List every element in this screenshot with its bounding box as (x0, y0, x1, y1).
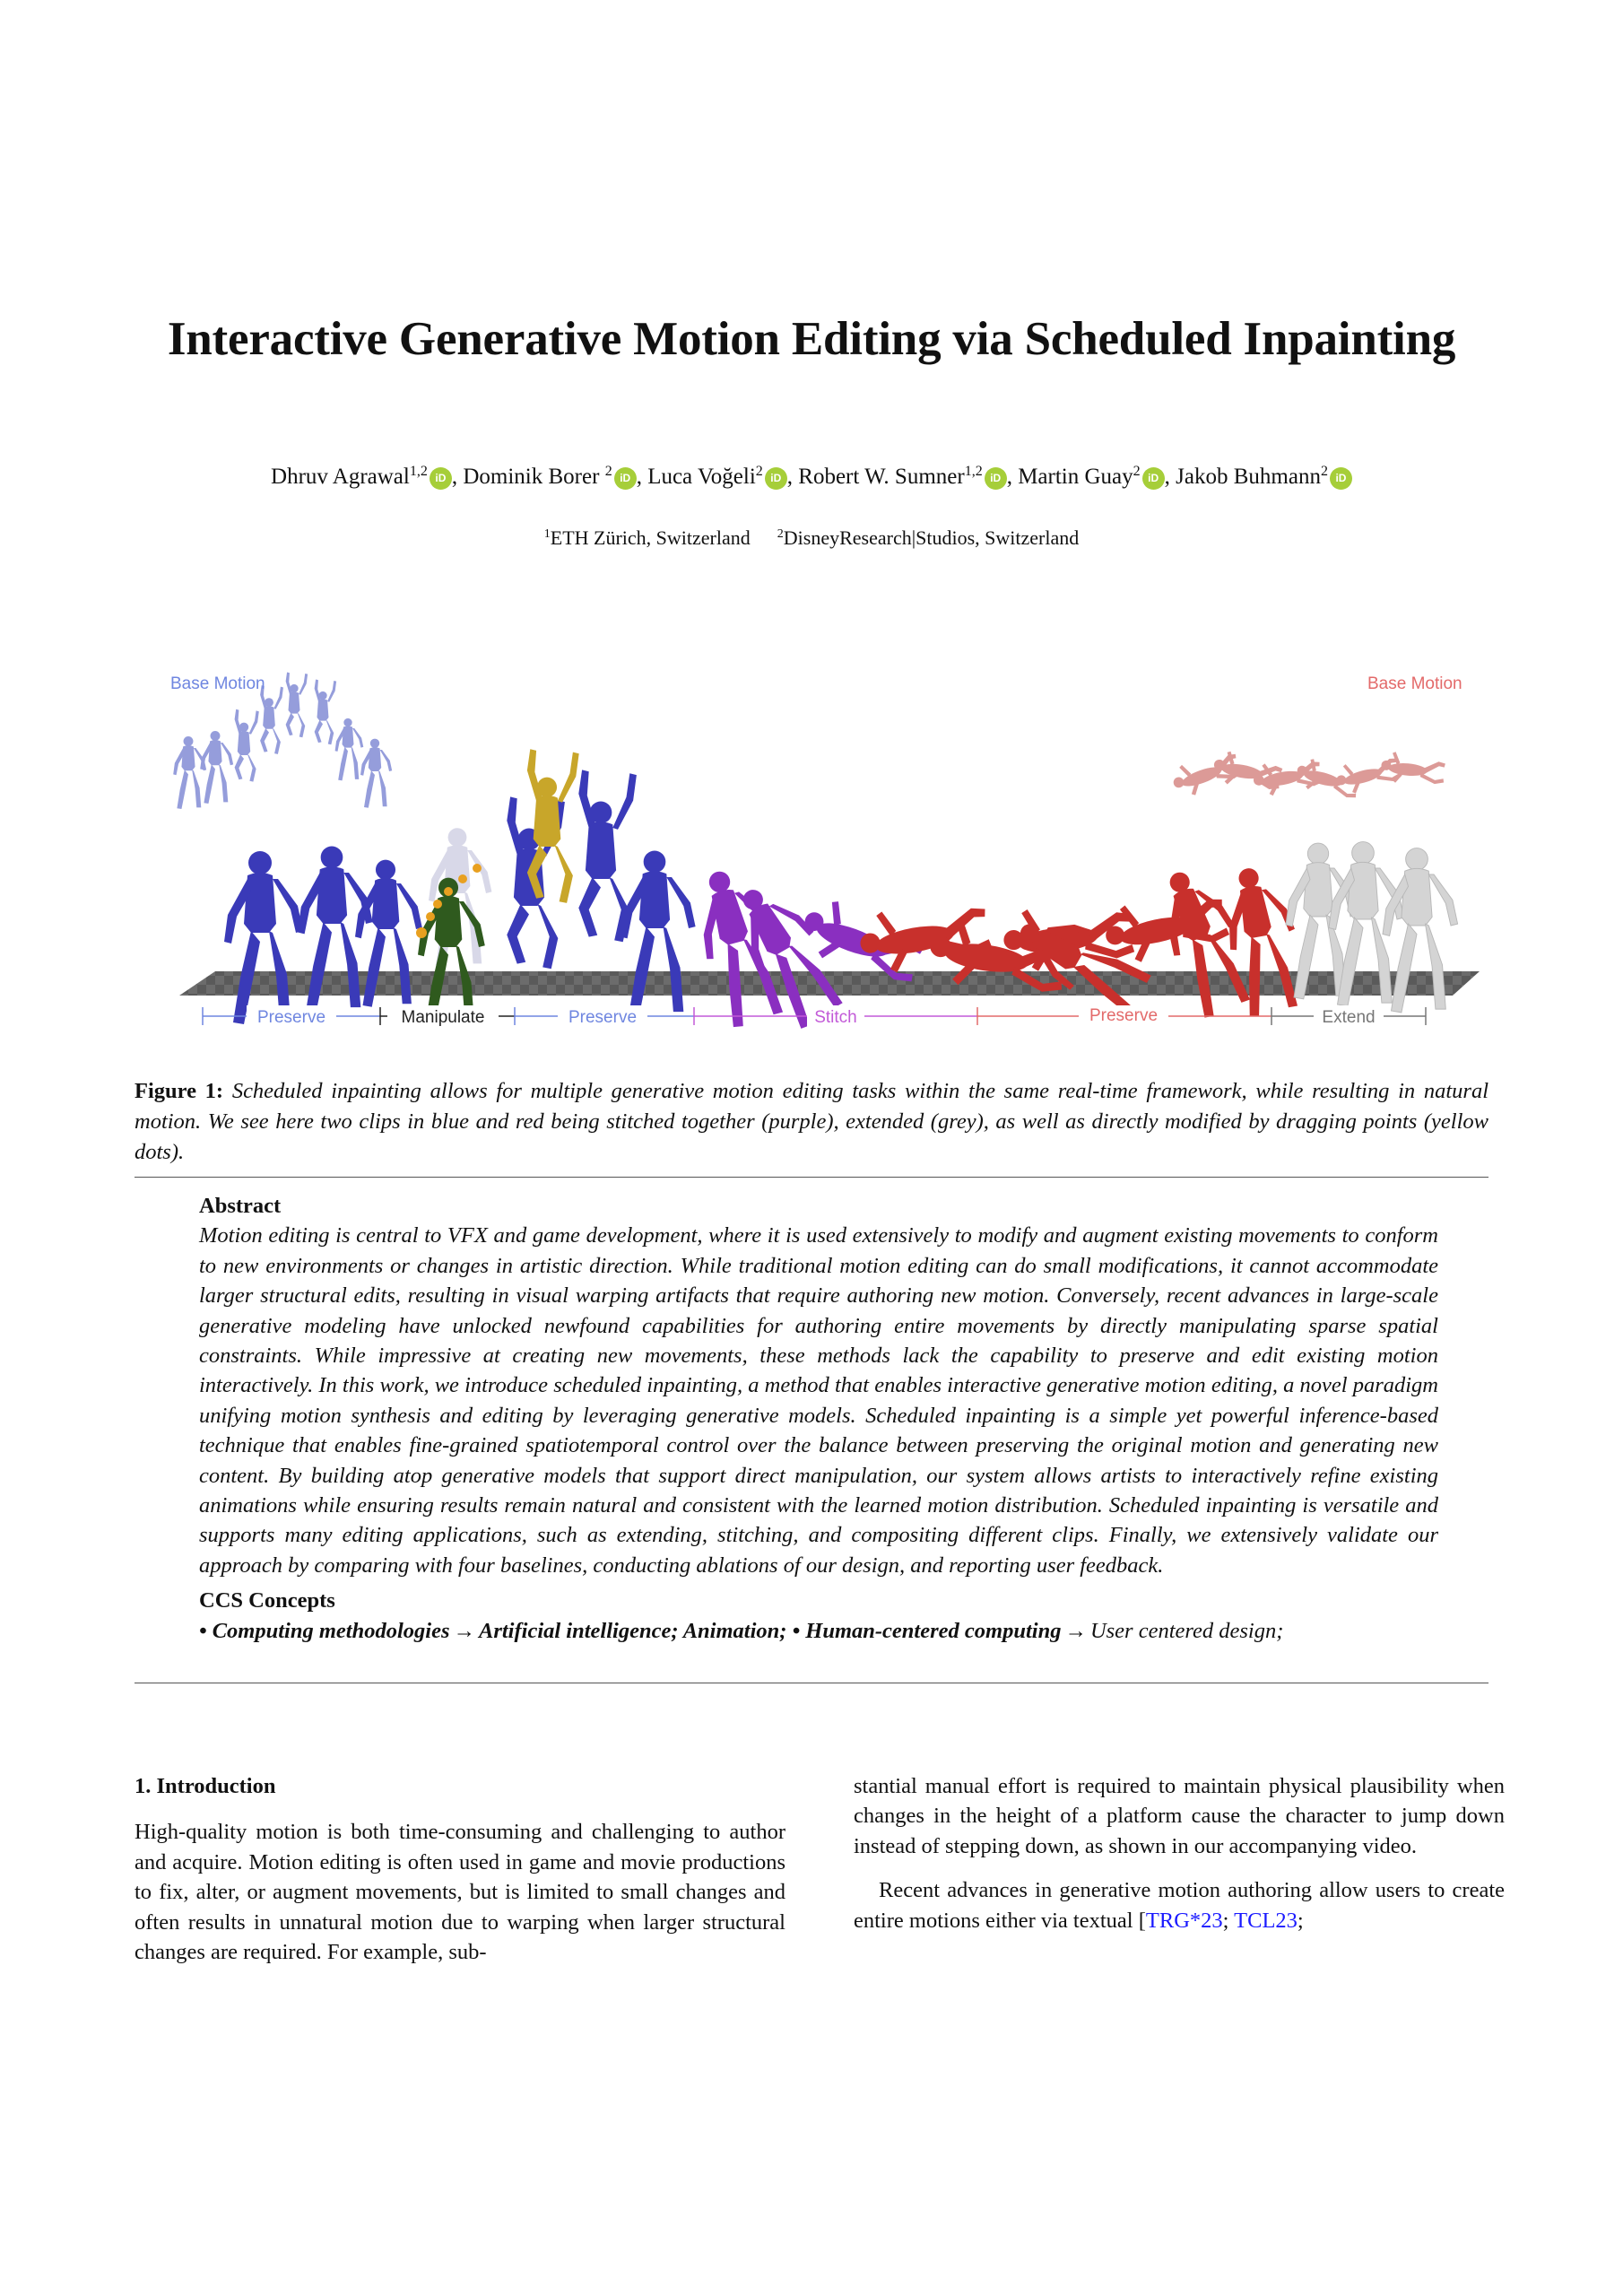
ccs-concepts (199, 1616, 1438, 1646)
arrow-icon: → (453, 1618, 475, 1643)
author-name: Dominik Borer (463, 465, 600, 489)
author-list: Dhruv Agrawal$^{1,2}$ iD , Dominik Borer $^2$ iD , Luca Voğeli$^2$ iD , Robert W. Sumner$^{1,2}$ iD , Martin Guay$^2$ iD , Jakob Buhmann$^2$ iD (0, 465, 1623, 490)
affil-text: ETH Zürich, Switzerland (550, 526, 751, 549)
intro-left-column (135, 1771, 785, 1967)
segment-label: Preserve (568, 1008, 638, 1027)
author-affil-sup: 1,2 (964, 464, 983, 479)
author-affil-sup: 2 (1320, 464, 1328, 479)
orcid-icon[interactable]: iD (765, 467, 787, 490)
intro-paragraph: stantial manual effort is required to maintain physical plausibility when changes in the height of a platform cause the character to jump down instead of stepping down, as shown in our accompanying video. (854, 1774, 1505, 1858)
author-affil-sup: 2 (755, 464, 763, 479)
orcid-icon[interactable]: iD (430, 467, 452, 490)
segment-label: Extend (1322, 1008, 1376, 1027)
segment-label: Preserve (1089, 1006, 1159, 1025)
abstract-text: Motion editing is central to VFX and game development, where it is used extensively to modify and augment existing movements to conform to new environments or changes in artistic direction. While traditional motion editing can do small modifications, it cannot accommodate larger structural edits, resulting in visual warping artifacts that require authoring new motion. Conversely, recent advances in large-scale generative modeling have unlocked newfound capabilities for authoring entire movements by directly manipulating sparse spatial constraints. While impressive at creating new movements, these methods lack the capability to preserve and edit existing motion interactively. In this work, we introduce scheduled inpainting, a method that enables interactive generative motion editing, a novel paradigm unifying motion synthesis and editing by leveraging generative models. Scheduled inpainting is a simple yet powerful inference-based technique that enables fine-grained spatiotemporal control over the balance between preserving the original motion and generating new content. By building atop generative models that support direct manipulation, our system allows artists to interactively refine existing animations while ensuring results remain natural and consistent with the learned motion distribution. Scheduled inpainting is versatile and supports many editing applications, such as extending, stitching, and compositing different clips. Finally, we extensively validate our approach by comparing with four baselines, conducting ablations of our design, and reporting user feedback. (199, 1223, 1438, 1578)
author-name: Luca Voğeli (647, 465, 756, 489)
caption-label: Figure 1: (135, 1079, 224, 1103)
citation-sep: ; (1222, 1908, 1235, 1933)
segment-preserve (977, 1005, 1271, 1027)
intro-right-column (854, 1771, 1505, 1935)
affil-sup: 2 (777, 527, 784, 541)
intro-paragraph: High-quality motion is both time-consuming and challenging to author and acquire. Motion editing is often used in game and movie productions to fix, alter, or augment movements, but is limited to small changes and often results in unnatural motion due to warping when larger structural changes are required. For example, sub- (135, 1820, 785, 1965)
author-name: Martin Guay (1018, 465, 1133, 489)
teaser-figure (152, 644, 1480, 1057)
paragraph-text: Recent advances in generative motion authoring allow users to create entire motions either via textual [ (854, 1878, 1505, 1933)
segment-timeline (203, 1005, 1426, 1027)
orcid-icon[interactable]: iD (614, 467, 637, 490)
ccs-bullet: • Human-centered computing (792, 1618, 1062, 1643)
caption-text: Scheduled inpainting allows for multiple generative motion editing tasks within the same real-time framework, while resulting in natural motion. We see here two clips in blue and red being stitched together (purple), extended (grey), as well as directly modified by dragging points (yellow dots). (135, 1079, 1488, 1164)
base-motion-right-label: Base Motion (1367, 674, 1462, 693)
figure-caption (135, 1076, 1488, 1168)
base-motion-red-cluster (1168, 746, 1445, 802)
author-affil-sup: 1,2 (409, 464, 428, 479)
citation-link[interactable]: TRG*23 (1145, 1908, 1223, 1933)
author-affil-sup: 2 (604, 464, 612, 479)
divider (135, 1177, 1488, 1178)
paragraph-text: ; (1297, 1908, 1304, 1933)
author-name: Robert W. Sumner (798, 465, 965, 489)
segment-label: Preserve (256, 1008, 326, 1027)
affil-text: DisneyResearch|Studios, Switzerland (783, 526, 1080, 549)
paper-title: Interactive Generative Motion Editing via Scheduled Inpainting (167, 313, 1456, 365)
section-heading: 1. Introduction (135, 1774, 276, 1798)
ccs-heading: CCS Concepts (199, 1588, 335, 1613)
ccs-item: User centered design; (1089, 1618, 1284, 1643)
yellow-jump-figure (527, 749, 579, 903)
author-name: Dhruv Agrawal (271, 465, 410, 489)
orcid-icon[interactable]: iD (1330, 467, 1352, 490)
abstract-section (199, 1191, 1438, 1646)
author-affil-sup: 2 (1133, 464, 1141, 479)
affil-sup: 1 (543, 527, 551, 541)
segment-label: Manipulate (401, 1008, 485, 1027)
orcid-icon[interactable]: iD (1142, 467, 1165, 490)
author-name: Jakob Buhmann (1176, 465, 1321, 489)
intro-paragraph (854, 1875, 1505, 1935)
abstract-heading: Abstract (199, 1194, 282, 1218)
ccs-bullet: • Computing methodologies (199, 1618, 450, 1643)
red-motion-figures (855, 860, 1308, 1022)
segment-preserve (515, 1005, 694, 1027)
citation-link[interactable]: TCL23 (1234, 1908, 1298, 1933)
orcid-icon[interactable]: iD (985, 467, 1007, 490)
ccs-item: Artificial intelligence; Animation; (478, 1618, 787, 1643)
segment-preserve (203, 1005, 380, 1027)
segment-label: Stitch (814, 1008, 857, 1027)
arrow-icon: → (1064, 1618, 1087, 1643)
affiliations (0, 526, 1623, 550)
base-motion-left-label: Base Motion (170, 674, 265, 693)
segment-manipulate (380, 1005, 515, 1027)
